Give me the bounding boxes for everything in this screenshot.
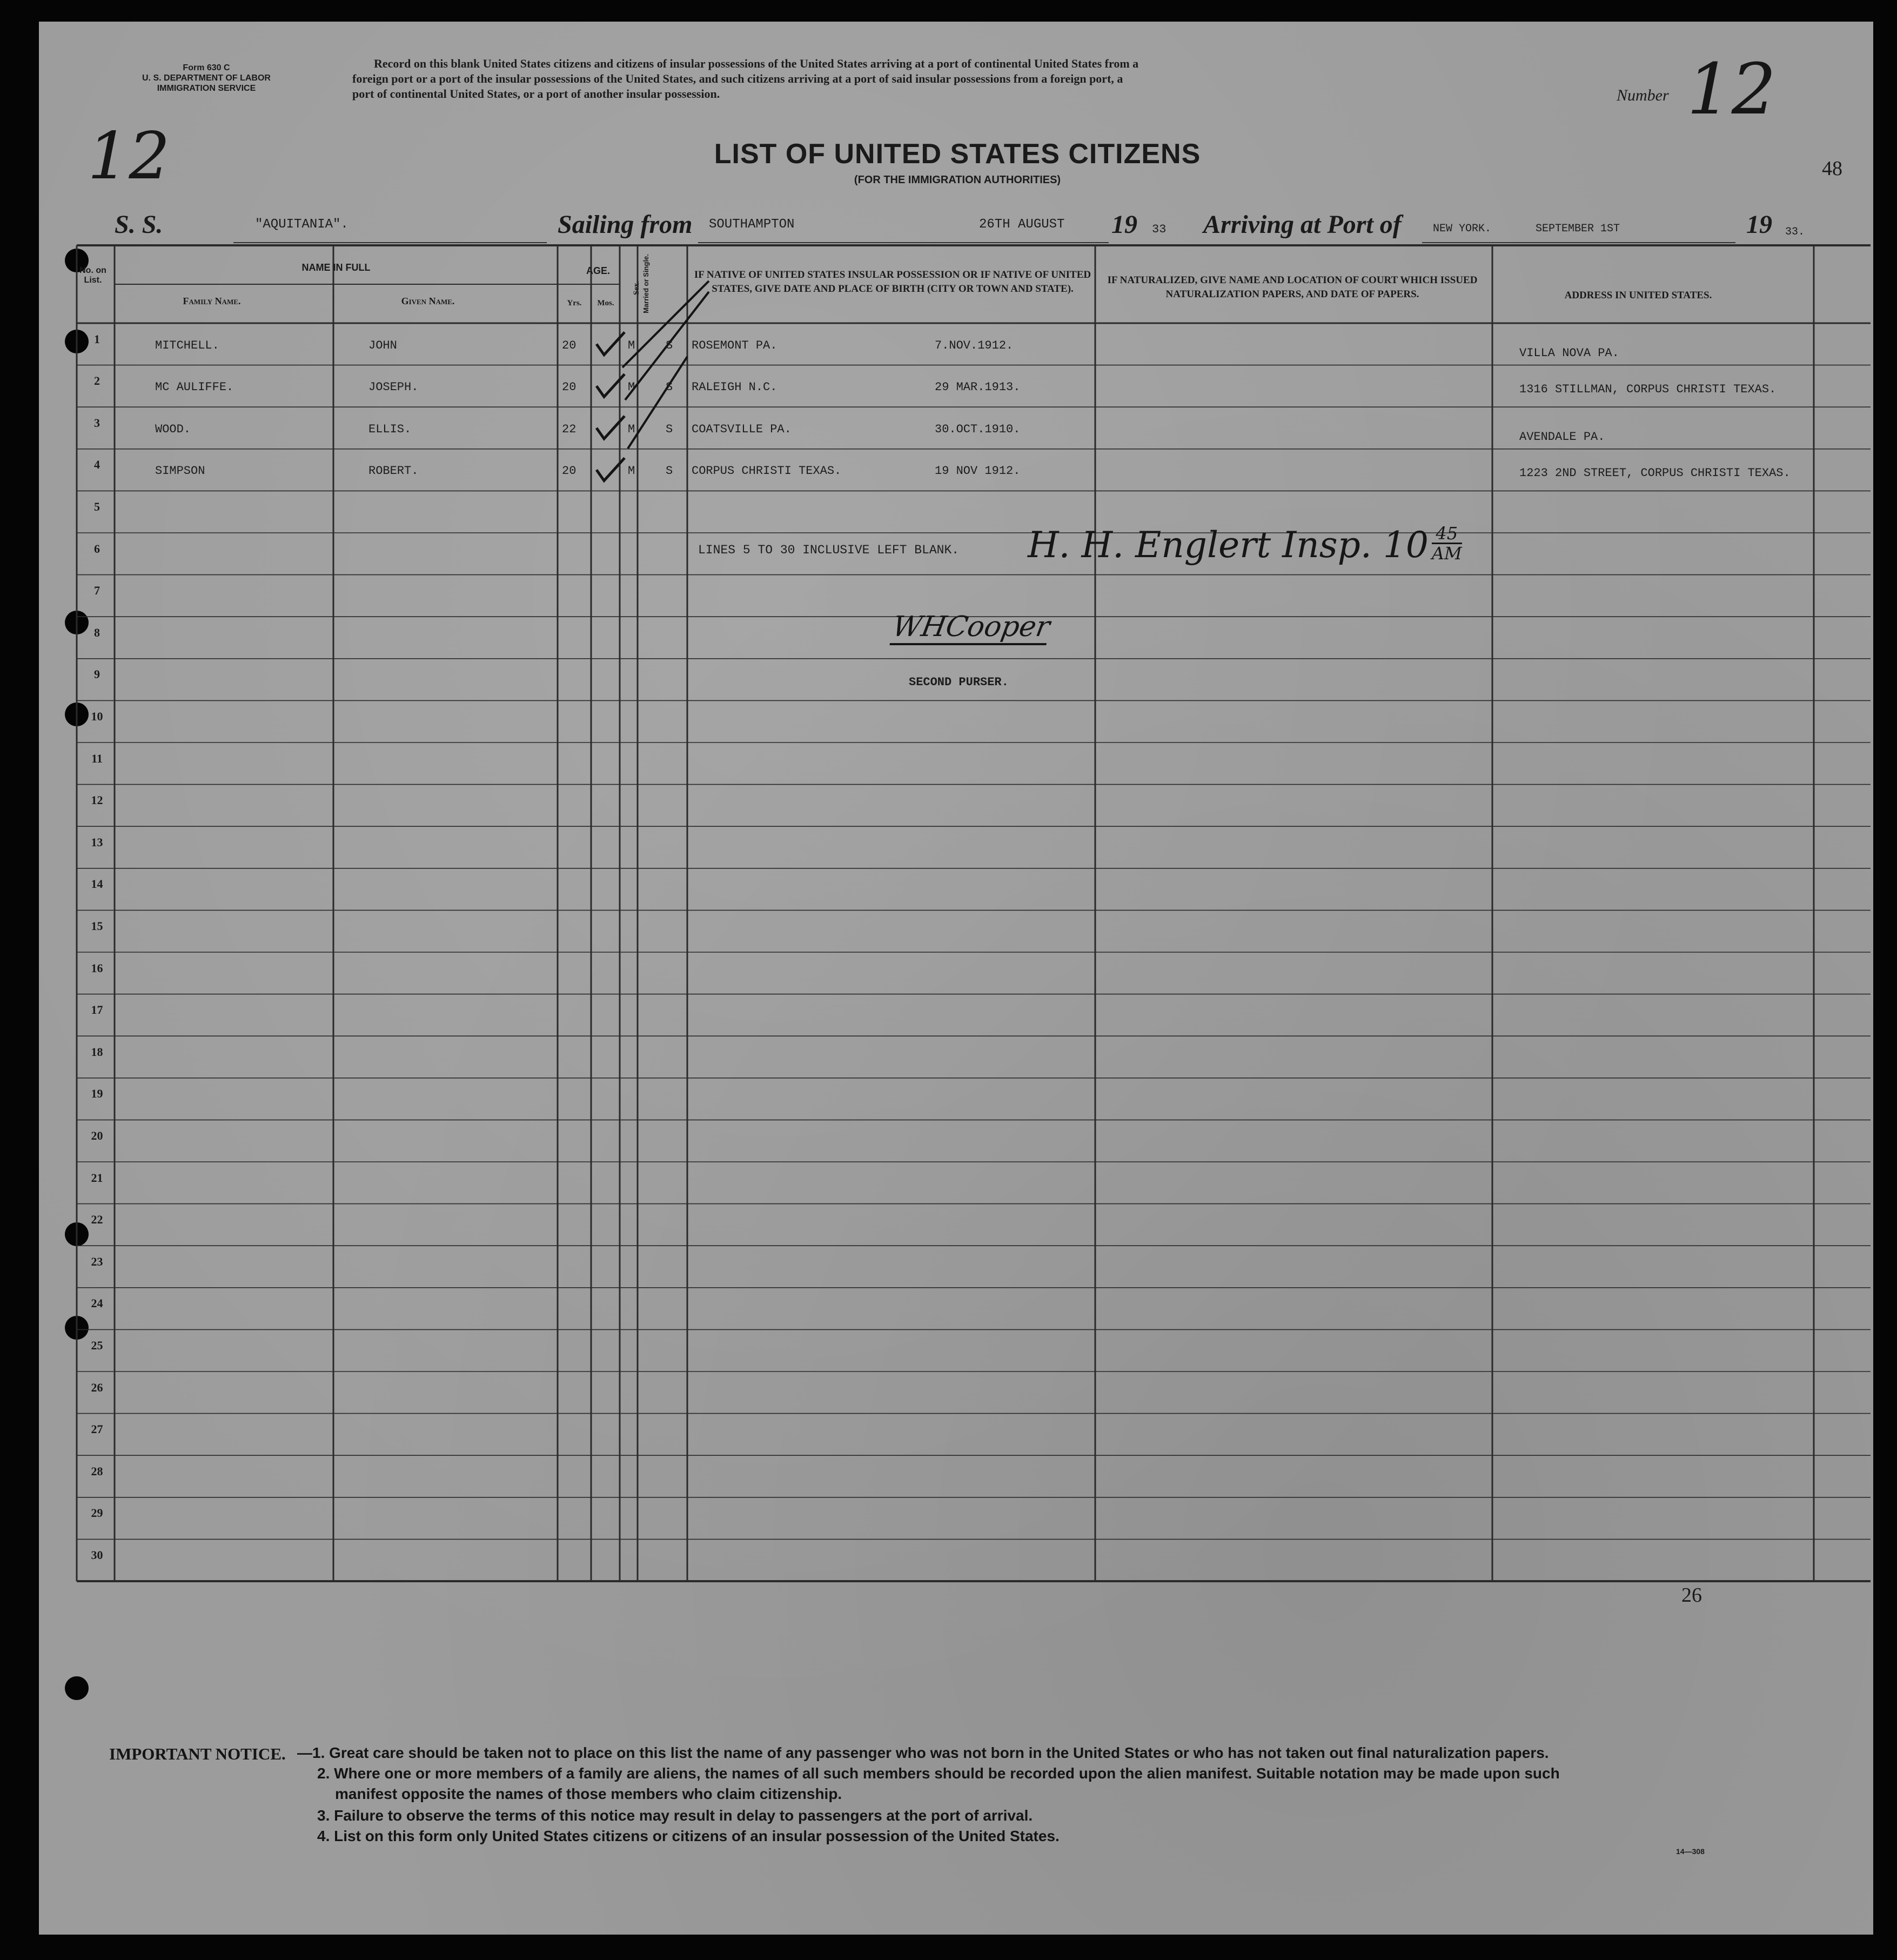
- inspector-ampm: AM: [1431, 543, 1462, 564]
- cell-address: 1316 STILLMAN, CORPUS CHRISTI TEXAS.: [1519, 383, 1777, 397]
- instruction-line: foreign port or a port of the insular possessions of the United States, and such citizens arriving at a port of said insular possessions from a foreign port, a: [352, 72, 1123, 85]
- cell-status: S: [666, 338, 673, 352]
- ss-label: S. S.: [115, 210, 163, 239]
- cell-status: S: [666, 464, 673, 478]
- cell-sex: M: [628, 464, 635, 478]
- depart-date: 26TH AUGUST: [979, 217, 1065, 232]
- row-number: 16: [91, 961, 103, 975]
- cell-date: 30.OCT.1910.: [935, 422, 1021, 436]
- row-number: 29: [91, 1506, 103, 1520]
- arrival-date: SEPTEMBER 1ST: [1536, 223, 1620, 235]
- year-prefix: 19: [1746, 210, 1772, 239]
- form-number: Form 630 C: [183, 63, 230, 72]
- purser-title: SECOND PURSER.: [909, 675, 1009, 689]
- cell-given: JOHN: [368, 338, 397, 352]
- row-number: 30: [91, 1548, 103, 1562]
- col-header-address: ADDRESS IN UNITED STATES.: [1564, 290, 1712, 301]
- notice-line-5: 4. List on this form only United States citizens or citizens of an insular possession of the United States.: [317, 1828, 1060, 1844]
- row-number: 24: [91, 1296, 103, 1310]
- page-title: LIST OF UNITED STATES CITIZENS: [714, 138, 1201, 170]
- row-number: 9: [94, 667, 100, 681]
- cell-sex: M: [628, 338, 635, 352]
- row-number: 3: [94, 416, 100, 430]
- cell-given: ROBERT.: [368, 464, 419, 478]
- col-header-sex: Sex.: [632, 280, 641, 296]
- row-number: 12: [91, 793, 103, 807]
- depart-year: 33: [1152, 223, 1167, 236]
- row-number: 6: [94, 541, 100, 556]
- row-number: 22: [91, 1213, 103, 1227]
- cell-family: SIMPSON: [155, 464, 205, 478]
- corner-mark: 12: [88, 119, 170, 194]
- row-number: 18: [91, 1045, 103, 1059]
- table-grid: [39, 22, 1873, 1935]
- row-number: 1: [94, 332, 100, 346]
- row-number: 5: [94, 500, 100, 514]
- col-header-family: Family Name.: [183, 296, 241, 306]
- row-number: 8: [94, 625, 100, 639]
- notice-line-4: 3. Failure to observe the terms of this notice may result in delay to passengers at the port of arrival.: [317, 1807, 1033, 1824]
- row-number: 10: [91, 710, 103, 724]
- bottom-mark: 26: [1681, 1584, 1702, 1607]
- sailing-label: Sailing from: [558, 210, 693, 239]
- arriving-label: Arriving at Port of: [1203, 210, 1402, 239]
- row-number: 11: [91, 751, 103, 765]
- col-header-married: Married or Single.: [642, 254, 650, 313]
- ship-name: "AQUITANIA".: [255, 217, 348, 232]
- cell-family: WOOD.: [155, 422, 191, 436]
- cell-sex: M: [628, 380, 635, 394]
- cell-sex: M: [628, 422, 635, 436]
- row-number: 23: [91, 1254, 103, 1268]
- cell-given: JOSEPH.: [368, 380, 419, 394]
- row-number: 15: [91, 919, 103, 933]
- col-header-age: AGE.: [586, 265, 610, 276]
- page-subtitle: (FOR THE IMMIGRATION AUTHORITIES): [854, 174, 1061, 186]
- cell-status: S: [666, 422, 673, 436]
- cell-yrs: 20: [562, 464, 577, 478]
- footer-code: 14—308: [1676, 1847, 1705, 1856]
- notice-line-3: manifest opposite the names of those members who claim citizenship.: [335, 1785, 842, 1802]
- row-number: 27: [91, 1422, 103, 1436]
- inspector-note: [1028, 524, 1462, 566]
- row-number: 17: [91, 1003, 103, 1017]
- cell-address: VILLA NOVA PA.: [1519, 346, 1619, 360]
- row-number: 14: [91, 877, 103, 891]
- cell-place: CORPUS CHRISTI TEXAS.: [692, 464, 842, 478]
- cell-place: ROSEMONT PA.: [692, 338, 777, 352]
- row-number: 13: [91, 835, 103, 849]
- cell-place: RALEIGH N.C.: [692, 380, 777, 394]
- department: U. S. DEPARTMENT OF LABOR: [142, 73, 271, 83]
- row-number: 20: [91, 1129, 103, 1143]
- manifest-sheet: [39, 22, 1873, 1935]
- page-stamp: 48: [1822, 157, 1842, 180]
- col-header-no: No. on List.: [79, 266, 106, 285]
- col-header-given: Given Name.: [401, 296, 455, 306]
- cell-address: AVENDALE PA.: [1519, 430, 1605, 444]
- arrival-port: NEW YORK.: [1433, 223, 1492, 235]
- cell-place: COATSVILLE PA.: [692, 422, 792, 436]
- service: IMMIGRATION SERVICE: [157, 84, 256, 93]
- instruction-line: Record on this blank United States citizens and citizens of insular possessions of the United States arriving at a port of continental United States from a: [374, 57, 1139, 70]
- cell-family: MITCHELL.: [155, 338, 219, 352]
- row-number: 26: [91, 1380, 103, 1394]
- cell-status: S: [666, 380, 673, 394]
- blank-note: LINES 5 TO 30 INCLUSIVE LEFT BLANK.: [698, 543, 960, 557]
- cell-date: 19 NOV 1912.: [935, 464, 1021, 478]
- number-label: Number: [1617, 86, 1669, 104]
- row-number: 28: [91, 1464, 103, 1478]
- cell-yrs: 22: [562, 422, 577, 436]
- row-number: 21: [91, 1170, 103, 1185]
- instruction-line: port of continental United States, or a port of another insular possession.: [352, 87, 720, 101]
- col-header-naturalized: IF NATURALIZED, GIVE NAME AND LOCATION OF COURT WHICH ISSUED NATURALIZATION PAPERS, AND DATE OF PAPERS.: [1107, 275, 1478, 300]
- col-header-mos: Mos.: [597, 299, 614, 307]
- row-number: 7: [94, 584, 100, 598]
- cell-address: 1223 2ND STREET, CORPUS CHRISTI TEXAS.: [1519, 466, 1791, 480]
- notice-heading: IMPORTANT NOTICE.: [109, 1744, 286, 1763]
- cell-date: 29 MAR.1913.: [935, 380, 1021, 394]
- number-value: 12: [1687, 48, 1777, 130]
- from-port: SOUTHAMPTON: [709, 217, 795, 232]
- cell-family: MC AULIFFE.: [155, 380, 234, 394]
- notice-line-2: 2. Where one or more members of a family are aliens, the names of all such members should be recorded upon the alien manifest. Suitable notation may be made upon such: [317, 1765, 1560, 1782]
- row-number: 4: [94, 458, 100, 472]
- purser-signature: WHCooper: [889, 611, 1052, 645]
- col-header-name-full: NAME IN FULL: [301, 262, 371, 273]
- inspector-time: 45: [1432, 524, 1462, 544]
- col-header-yrs: Yrs.: [567, 299, 582, 307]
- arrival-year: 33.: [1785, 226, 1805, 238]
- year-prefix: 19: [1111, 210, 1137, 239]
- cell-given: ELLIS.: [368, 422, 412, 436]
- cell-yrs: 20: [562, 380, 577, 394]
- notice-line-1: —1. Great care should be taken not to place on this list the name of any passenger who was not born in the United States or who has not taken out final naturalization papers.: [297, 1744, 1549, 1761]
- col-header-birth: IF NATIVE OF UNITED STATES INSULAR POSSESSION OR IF NATIVE OF UNITED STATES, GIVE DATE AND PLACE OF BIRTH (CITY OR TOWN AND STATE).: [694, 269, 1091, 295]
- inspector-name: H. H. Englert Insp. 10: [1028, 524, 1429, 566]
- row-number: 25: [91, 1339, 103, 1353]
- row-number: 2: [94, 374, 100, 388]
- cell-yrs: 20: [562, 338, 577, 352]
- cell-date: 7.NOV.1912.: [935, 338, 1014, 352]
- row-number: 19: [91, 1087, 103, 1101]
